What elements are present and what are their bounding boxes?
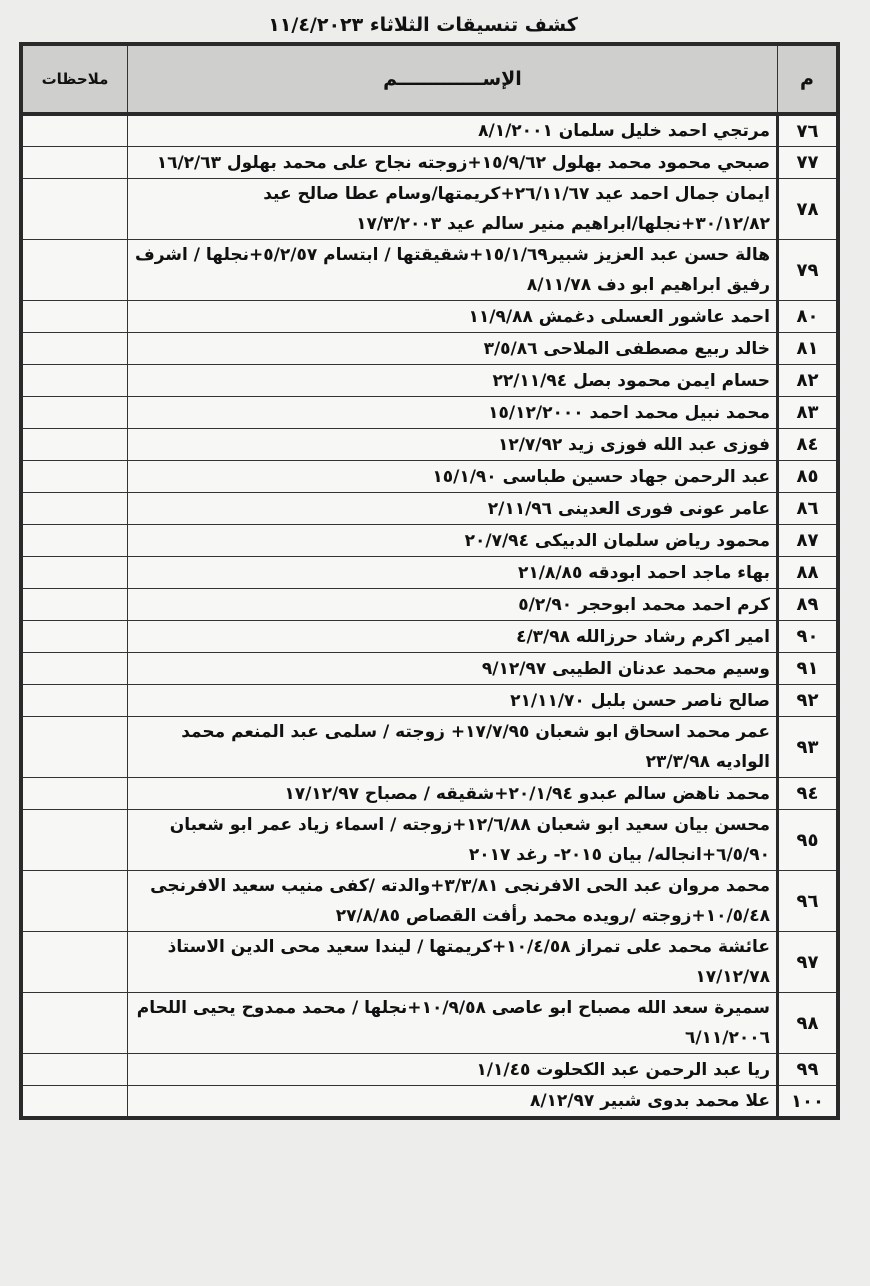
table-row [21,717,838,778]
row-name: فوزى عبد الله فوزى زيد ١٢/٧/٩٢ [128,429,778,461]
row-notes [21,114,128,147]
row-notes [21,397,128,429]
row-notes [21,429,128,461]
row-name: احمد عاشور العسلى دغمش ١١/٩/٨٨ [128,301,778,333]
row-name: حسام ايمن محمود بصل ٢٢/١١/٩٤ [128,365,778,397]
row-number: ٩١ [778,653,839,685]
column-header-notes: ملاحظات [21,44,128,114]
row-number: ٩٣ [778,717,839,778]
row-notes [21,493,128,525]
row-name: صالح ناصر حسن بلبل ٢١/١١/٧٠ [128,685,778,717]
row-name: صبحي محمود محمد بهلول ١٥/٩/٦٢+زوجته نجاح على محمد بهلول ١٦/٢/٦٣ [128,147,778,179]
row-notes [21,621,128,653]
table-row [21,493,838,525]
row-name: محسن بيان سعيد ابو شعبان ١٢/٦/٨٨+زوجته / اسماء زياد عمر ابو شعبان ٦/٥/٩٠+انجاله/ بيان ٢٠١٥- رغد ٢٠١٧ [128,810,778,871]
row-name: عمر محمد اسحاق ابو شعبان ١٧/٧/٩٥+ زوجته / سلمى عبد المنعم محمد الواديه ٢٣/٣/٩٨ [128,717,778,778]
column-header-number: م [778,44,839,114]
table-body [21,114,838,1118]
row-notes [21,653,128,685]
table-row [21,871,838,932]
row-notes [21,461,128,493]
row-number: ٧٨ [778,179,839,240]
table-row [21,114,838,147]
row-notes [21,932,128,993]
row-number: ٩٧ [778,932,839,993]
table-row [21,525,838,557]
table-row [21,932,838,993]
row-number: ٧٧ [778,147,839,179]
page-title: كشف تنسيقات الثلاثاء ١١/٤/٢٠٢٣ [268,14,578,36]
row-number: ٩٤ [778,778,839,810]
row-name: محمد ناهض سالم عبدو ٢٠/١/٩٤+شقيقه / مصباح ١٧/١٢/٩٧ [128,778,778,810]
table-row [21,333,838,365]
row-notes [21,301,128,333]
row-name: امير اكرم رشاد حرزالله ٤/٣/٩٨ [128,621,778,653]
table-row [21,778,838,810]
row-name: محمد مروان عبد الحى الافرنجى ٣/٣/٨١+والدته /كفى منيب سعيد الافرنجى ١٠/٥/٤٨+زوجته /رويده محمد رأفت القصاص ٢٧/٨/٨٥ [128,871,778,932]
row-number: ٨٣ [778,397,839,429]
row-name: هالة حسن عبد العزيز شبير١٥/١/٦٩+شقيقتها / ابتسام ٥/٢/٥٧+نجلها / اشرف رفيق ابراهيم ابو دف ٨/١١/٧٨ [128,240,778,301]
table-row [21,240,838,301]
row-notes [21,717,128,778]
row-number: ٩٢ [778,685,839,717]
row-notes [21,557,128,589]
row-name: محمود رياض سلمان الدبيكى ٢٠/٧/٩٤ [128,525,778,557]
row-number: ٨١ [778,333,839,365]
row-name: كرم احمد محمد ابوحجر ٥/٢/٩٠ [128,589,778,621]
row-notes [21,365,128,397]
row-name: علا محمد بدوى شبير ٨/١٢/٩٧ [128,1086,778,1119]
row-name: محمد نبيل محمد احمد ١٥/١٢/٢٠٠٠ [128,397,778,429]
table-row [21,653,838,685]
row-number: ٨٠ [778,301,839,333]
row-name: عائشة محمد على تمراز ١٠/٤/٥٨+كريمتها / ليندا سعيد محى الدين الاستاذ ١٧/١٢/٧٨ [128,932,778,993]
row-notes [21,333,128,365]
table-row [21,147,838,179]
row-number: ٩٦ [778,871,839,932]
row-notes [21,525,128,557]
table-row [21,301,838,333]
row-number: ٨٥ [778,461,839,493]
table-row [21,621,838,653]
row-notes [21,685,128,717]
table-row [21,461,838,493]
row-number: ٨٩ [778,589,839,621]
row-number: ٧٩ [778,240,839,301]
table-header-row [21,44,838,114]
row-name: خالد ربيع مصطفى الملاحى ٣/٥/٨٦ [128,333,778,365]
row-notes [21,993,128,1054]
row-name: مرتجي احمد خليل سلمان ٨/١/٢٠٠١ [128,114,778,147]
row-number: ٨٦ [778,493,839,525]
row-number: ٨٨ [778,557,839,589]
table-row [21,397,838,429]
table-row [21,1086,838,1119]
row-number: ٩٠ [778,621,839,653]
table-row [21,589,838,621]
row-name: عبد الرحمن جهاد حسين طباسى ١٥/١/٩٠ [128,461,778,493]
table-row [21,179,838,240]
column-header-name: الإســـــــــــــم [128,44,778,114]
table-row [21,429,838,461]
table-row [21,685,838,717]
row-number: ٩٨ [778,993,839,1054]
row-notes [21,871,128,932]
row-number: ٨٤ [778,429,839,461]
row-number: ٨٢ [778,365,839,397]
table-row [21,993,838,1054]
row-name: عامر عونى فورى العدينى ٢/١١/٩٦ [128,493,778,525]
row-name: ريا عبد الرحمن عبد الكحلوت ١/١/٤٥ [128,1054,778,1086]
row-name: ايمان جمال احمد عيد ٢٦/١١/٦٧+كريمتها/وسام عطا صالح عيد ٣٠/١٢/٨٢+نجلها/ابراهيم منير سالم عيد ١٧/٣/٢٠٠٣ [128,179,778,240]
row-notes [21,147,128,179]
row-notes [21,240,128,301]
row-notes [21,1086,128,1119]
table-row [21,365,838,397]
table-row [21,557,838,589]
row-notes [21,1054,128,1086]
row-name: بهاء ماجد احمد ابودقه ٢١/٨/٨٥ [128,557,778,589]
row-number: ٨٧ [778,525,839,557]
row-number: ١٠٠ [778,1086,839,1119]
row-name: سميرة سعد الله مصباح ابو عاصى ١٠/٩/٥٨+نجلها / محمد ممدوح يحيى اللحام ٦/١١/٢٠٠٦ [128,993,778,1054]
row-notes [21,179,128,240]
row-number: ٩٩ [778,1054,839,1086]
row-notes [21,778,128,810]
row-notes [21,589,128,621]
roster-table [19,42,840,1120]
table-row [21,810,838,871]
row-notes [21,810,128,871]
table-row [21,1054,838,1086]
row-name: وسيم محمد عدنان الطيبى ٩/١٢/٩٧ [128,653,778,685]
row-number: ٩٥ [778,810,839,871]
row-number: ٧٦ [778,114,839,147]
